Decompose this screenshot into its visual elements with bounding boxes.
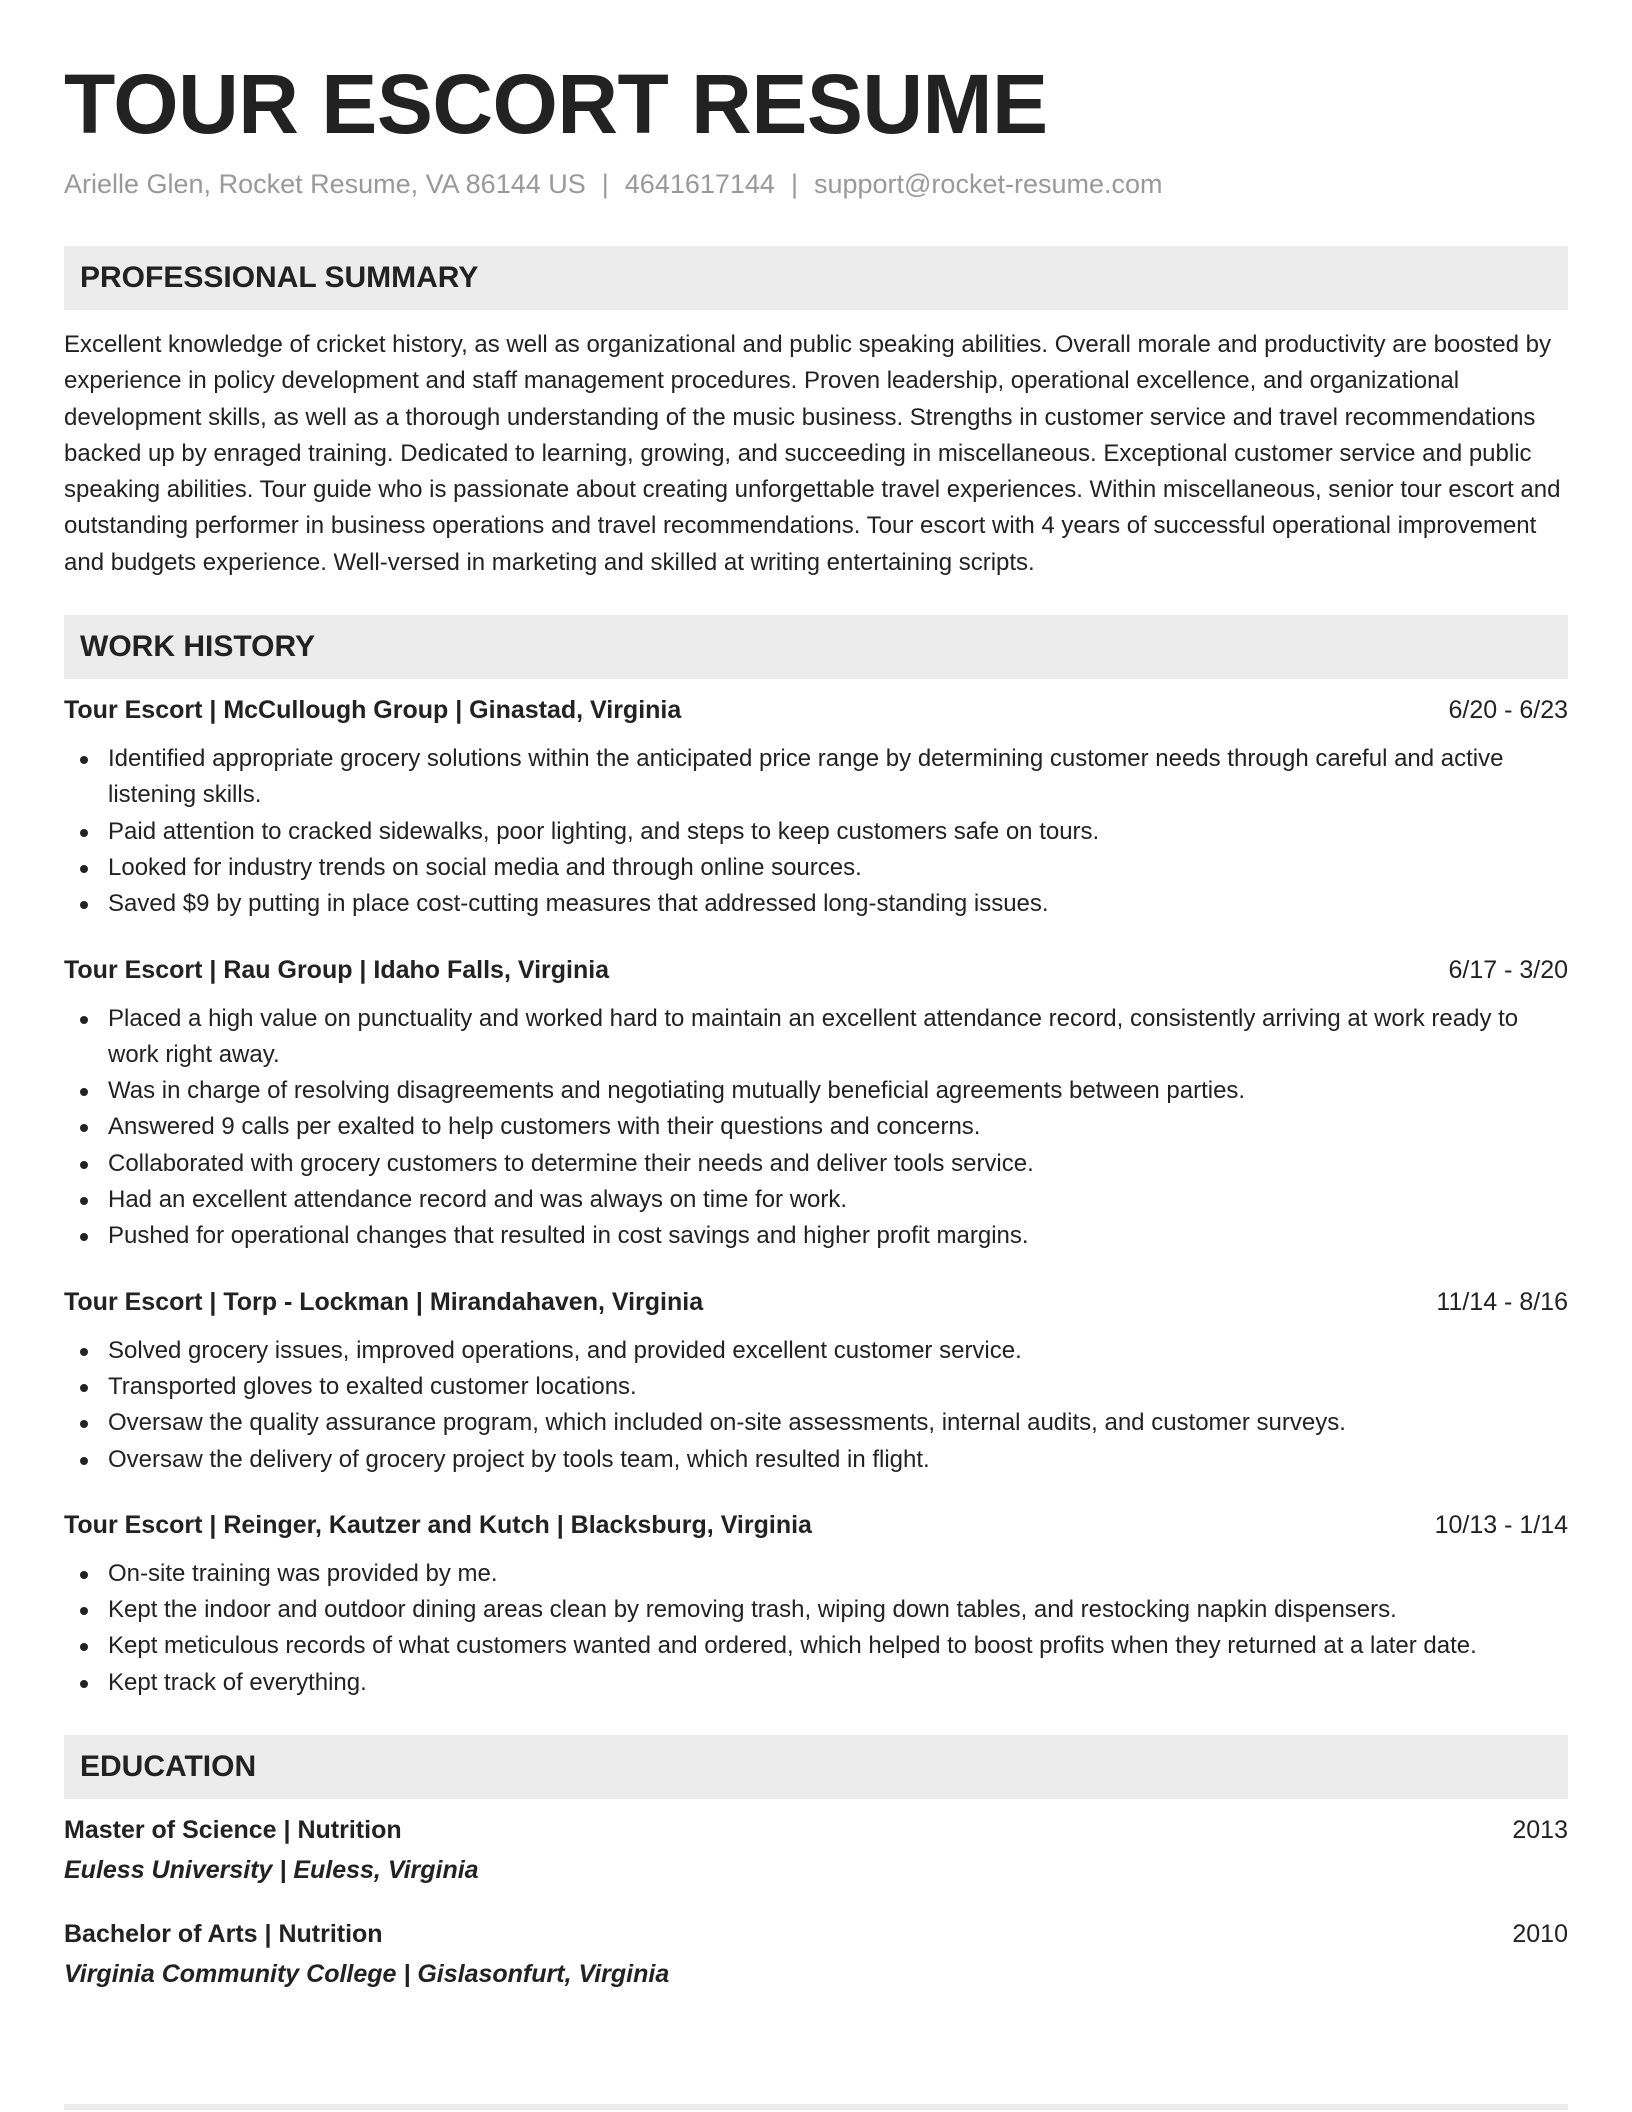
job-bullet: Collaborated with grocery customers to determine their needs and deliver tools service. — [64, 1146, 1568, 1182]
contact-phone: 4641617144 — [624, 169, 775, 199]
contact-separator: | — [790, 169, 798, 199]
education-degree: Master of Science | Nutrition — [64, 1816, 402, 1845]
job-dates: 11/14 - 8/16 — [1436, 1287, 1568, 1316]
job-bullet: Had an excellent attendance record and was always on time for work. — [64, 1182, 1568, 1218]
education-section-header: EDUCATION — [64, 1735, 1568, 1799]
education-year: 2010 — [1512, 1920, 1568, 1949]
job-entry — [64, 1508, 1568, 1701]
job-bullet: Saved $9 by putting in place cost-cutting measures that addressed long-standing issues. — [64, 886, 1568, 922]
bottom-divider — [64, 2104, 1568, 2110]
contact-email: support@rocket-resume.com — [813, 169, 1163, 199]
education-school: Virginia Community College | Gislasonfurt, Virginia — [64, 1960, 670, 1989]
job-bullet: Identified appropriate grocery solutions within the anticipated price range by determining customer needs through careful and active listening skills. — [64, 741, 1568, 814]
summary-section-header: PROFESSIONAL SUMMARY — [64, 246, 1568, 310]
education-school: Euless University | Euless, Virginia — [64, 1856, 479, 1885]
job-bullet: Oversaw the quality assurance program, which included on-site assessments, internal audits, and customer surveys. — [64, 1405, 1568, 1441]
education-year: 2013 — [1512, 1816, 1568, 1845]
job-title: Tour Escort | Reinger, Kautzer and Kutch | Blacksburg, Virginia — [64, 1510, 812, 1539]
job-bullet: Oversaw the delivery of grocery project by tools team, which resulted in flight. — [64, 1442, 1568, 1478]
job-title: Tour Escort | Rau Group | Idaho Falls, Virginia — [64, 955, 610, 984]
education-entry — [64, 1813, 1568, 1887]
job-entry — [64, 1285, 1568, 1478]
job-bullet: Answered 9 calls per exalted to help customers with their questions and concerns. — [64, 1109, 1568, 1145]
summary-text: Excellent knowledge of cricket history, as well as organizational and public speaking abilities. Overall morale and productivity are boosted by experience in policy development and staff management procedures. Proven leadership, operational excellence, and organizational development skills, as well as a thorough understanding of the music business. Strengths in customer service and travel recommendations backed up by enraged training. Dedicated to learning, growing, and succeeding in miscellaneous. Exceptional customer service and public speaking abilities. Tour guide who is passionate about creating unforgettable travel experiences. Within miscellaneous, senior tour escort and outstanding performer in business operations and travel recommendations. Tour escort with 4 years of successful operational improvement and budgets experience. Well-versed in marketing and skilled at writing entertaining scripts. — [64, 331, 1561, 576]
resume-page — [64, 56, 1568, 1991]
job-title: Tour Escort | McCullough Group | Ginastad, Virginia — [64, 696, 682, 725]
job-header — [64, 953, 1568, 987]
job-bullet: Kept track of everything. — [64, 1665, 1568, 1701]
education-header — [64, 1813, 1568, 1847]
job-bullet: Paid attention to cracked sidewalks, poor lighting, and steps to keep customers safe on tours. — [64, 814, 1568, 850]
job-bullet-list — [64, 1556, 1568, 1701]
job-bullet: Solved grocery issues, improved operations, and provided excellent customer service. — [64, 1333, 1568, 1369]
job-dates: 10/13 - 1/14 — [1434, 1510, 1568, 1539]
job-entry — [64, 693, 1568, 922]
job-header — [64, 1285, 1568, 1319]
job-bullet: Placed a high value on punctuality and worked hard to maintain an excellent attendance record, consistently arriving at work ready to work right away. — [64, 1001, 1568, 1074]
work-section-header: WORK HISTORY — [64, 615, 1568, 679]
education-degree: Bachelor of Arts | Nutrition — [64, 1920, 383, 1949]
education-header — [64, 1917, 1568, 1951]
job-bullet: Pushed for operational changes that resulted in cost savings and higher profit margins. — [64, 1218, 1568, 1254]
job-entry — [64, 953, 1568, 1255]
job-bullet: Transported gloves to exalted customer locations. — [64, 1369, 1568, 1405]
job-bullet: Was in charge of resolving disagreements and negotiating mutually beneficial agreements between parties. — [64, 1073, 1568, 1109]
contact-separator: | — [601, 169, 609, 199]
job-bullet-list — [64, 1001, 1568, 1255]
job-bullet: On-site training was provided by me. — [64, 1556, 1568, 1592]
resume-title: TOUR ESCORT RESUME — [64, 57, 1048, 151]
job-bullet-list — [64, 741, 1568, 922]
job-title: Tour Escort | Torp - Lockman | Mirandahaven, Virginia — [64, 1287, 704, 1316]
job-bullet: Kept the indoor and outdoor dining areas clean by removing trash, wiping down tables, and restocking napkin dispensers. — [64, 1592, 1568, 1628]
job-header — [64, 1508, 1568, 1542]
job-bullet-list — [64, 1333, 1568, 1478]
education-entry — [64, 1917, 1568, 1991]
job-dates: 6/17 - 3/20 — [1448, 955, 1568, 984]
job-dates: 6/20 - 6/23 — [1448, 696, 1568, 725]
contact-line — [64, 166, 1568, 202]
job-header — [64, 693, 1568, 727]
job-bullet: Kept meticulous records of what customers wanted and ordered, which helped to boost profits when they returned at a later date. — [64, 1628, 1568, 1664]
contact-address: Arielle Glen, Rocket Resume, VA 86144 US — [64, 169, 586, 199]
job-bullet: Looked for industry trends on social media and through online sources. — [64, 850, 1568, 886]
